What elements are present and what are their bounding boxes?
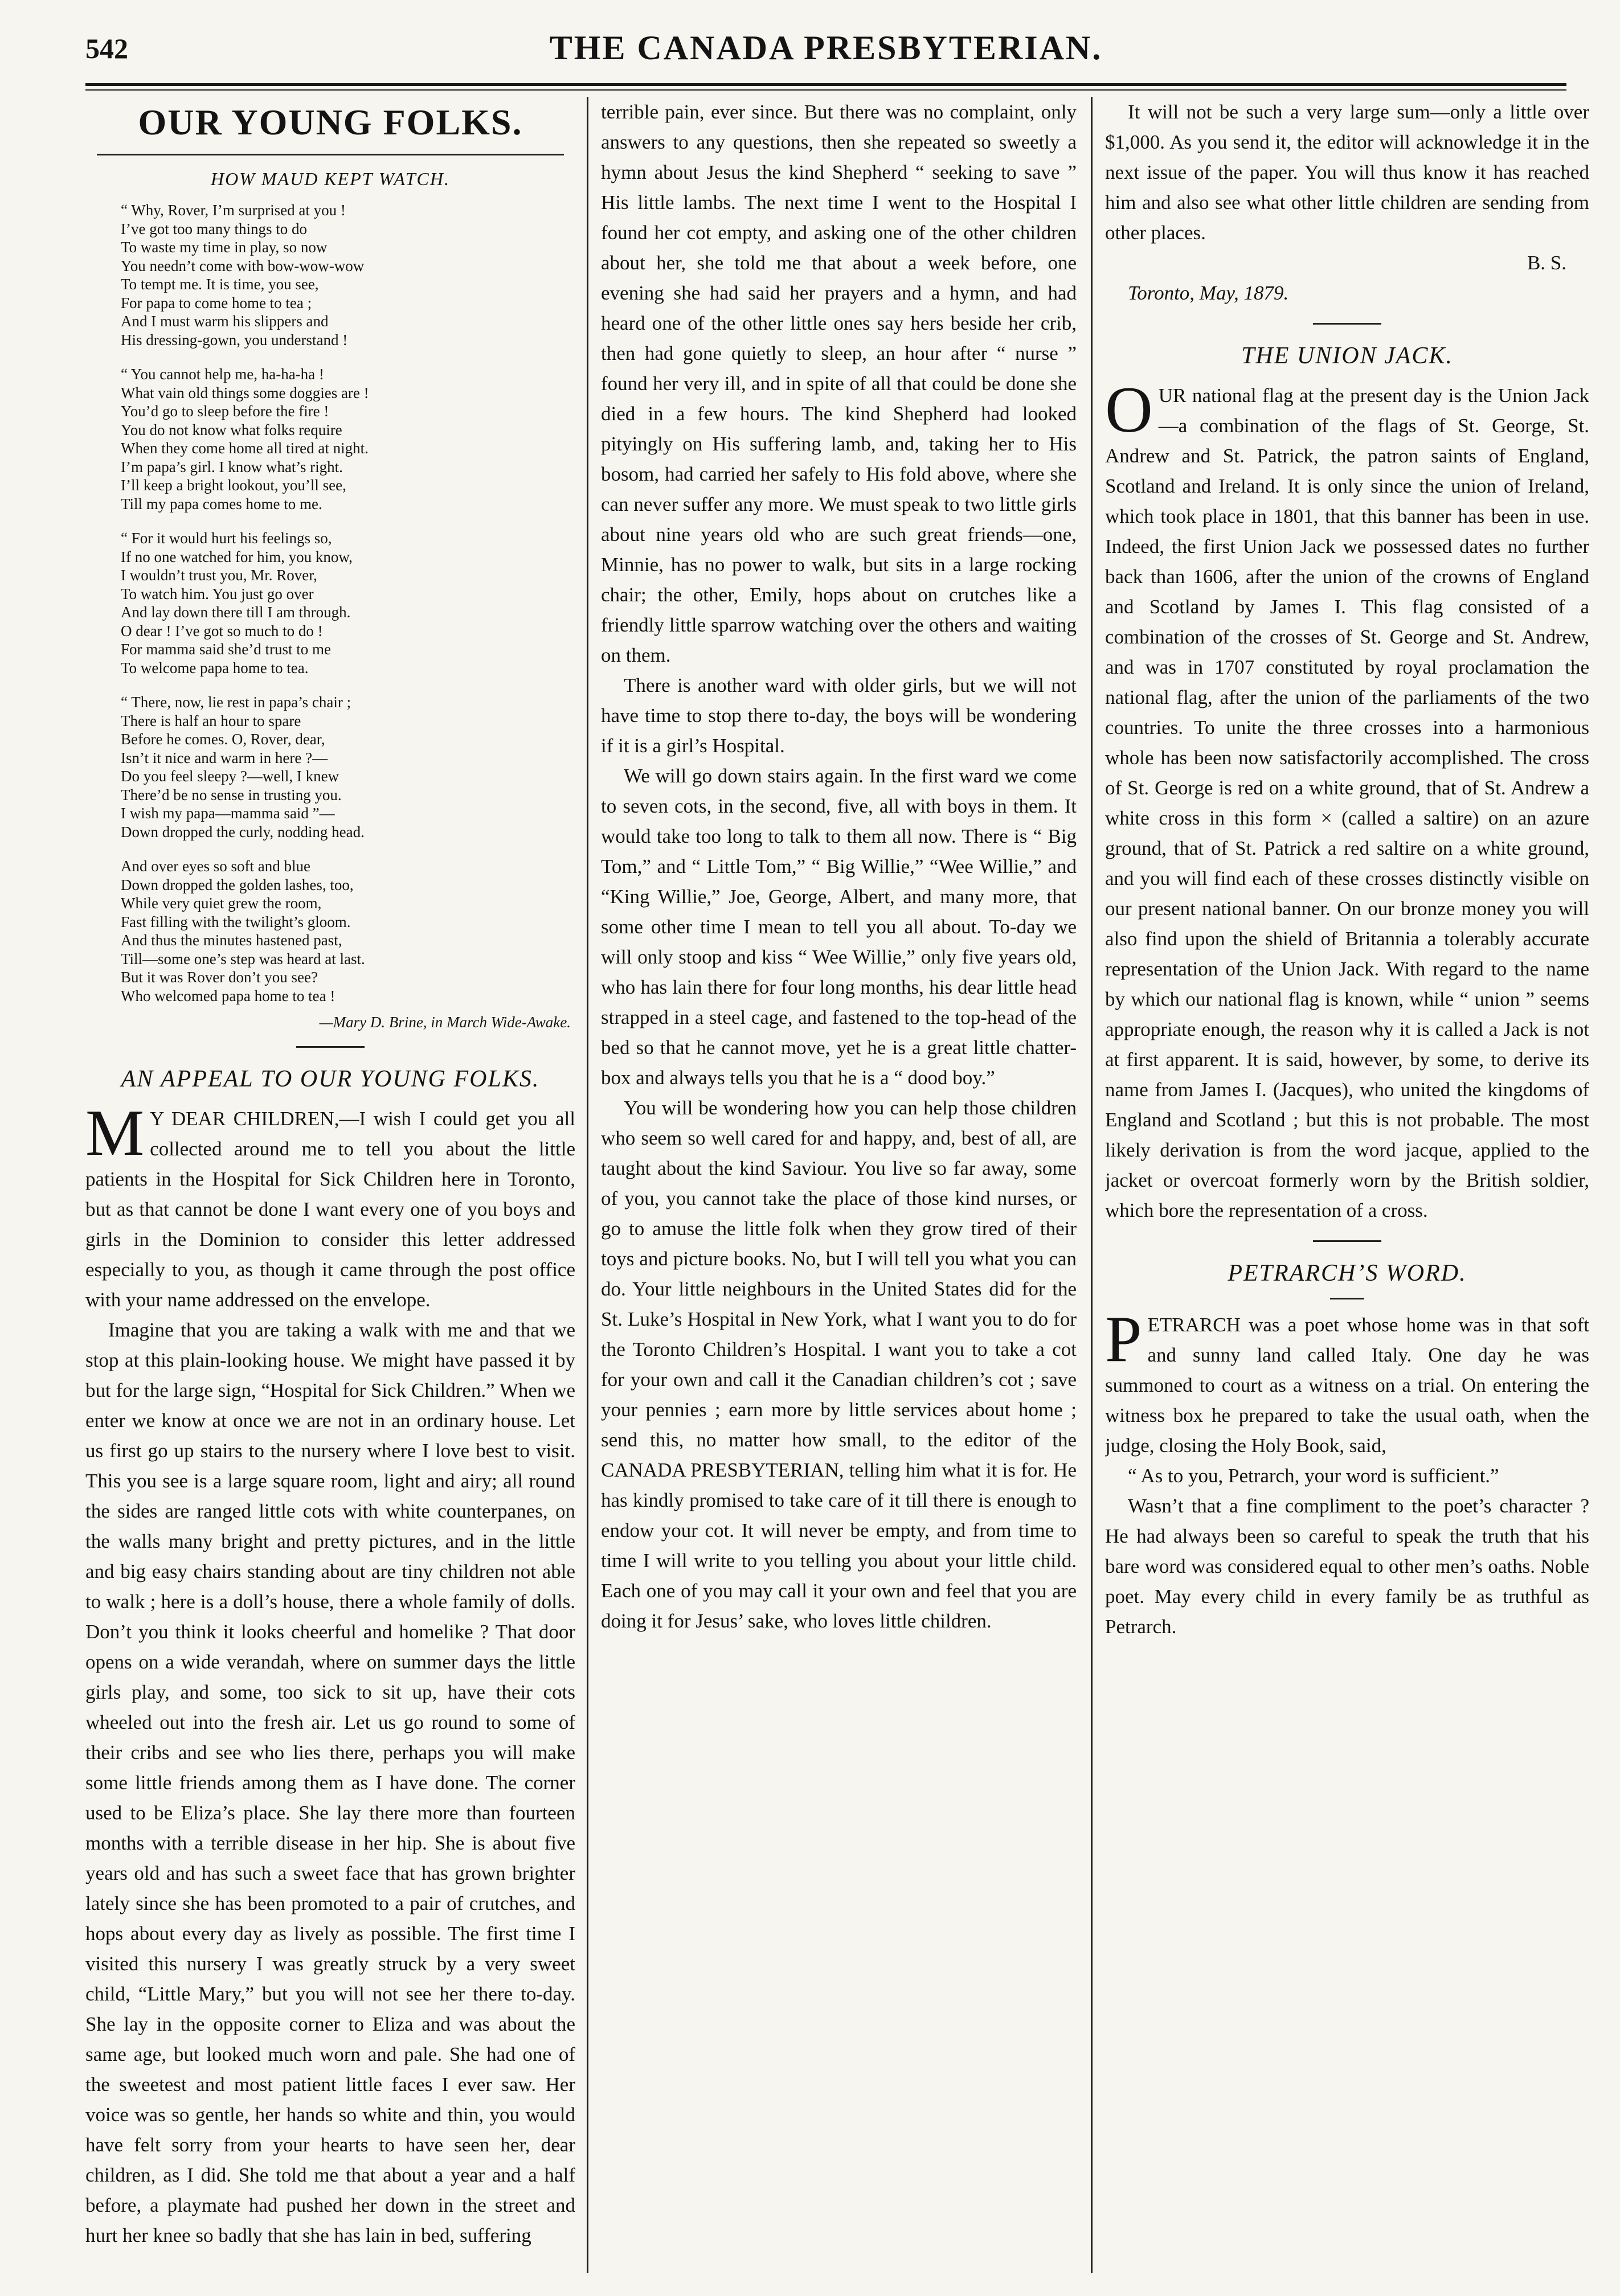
department-title: OUR YOUNG FOLKS. [138,102,523,142]
appeal-paragraph: There is another ward with older girls, but we will not have time to stop there to-day, the boys will be wondering if it is a girl’s Hospital. [601,674,1077,757]
poem-line: There is half an hour to spare [121,712,301,729]
poem-title: HOW MAUD KEPT WATCH. [211,169,450,189]
title-rule [1330,1298,1364,1299]
poem-line: You needn’t come with bow-wow-wow [121,257,365,274]
poem-stanza [121,201,575,349]
signature-line [1105,248,1589,278]
page-header [85,22,1566,90]
poem-line: You do not know what folks require [121,421,342,438]
poem-line: For mamma said she’d trust to me [121,641,331,658]
poem-line: O dear ! I’ve got so much to do ! [121,622,323,639]
section-divider [296,1046,365,1048]
poem-stanza [121,693,575,841]
poem-line: “ For it would hurt his feelings so, [121,530,332,547]
poem-line: I’m papa’s girl. I know what’s right. [121,458,343,475]
poem-line: For papa to come home to tea ; [121,294,312,311]
union-jack-title: THE UNION JACK. [1241,343,1453,369]
appeal-title: AN APPEAL TO OUR YOUNG FOLKS. [121,1066,540,1092]
poem-line: You’d go to sleep before the fire ! [121,403,329,420]
poem-line: Before he comes. O, Rover, dear, [121,731,325,748]
poem-body [85,201,575,1005]
signature: B. S. [1527,252,1566,274]
appeal-paragraph: We will go down stairs again. In the first ward we come to seven cots, in the second, five, all with boys in them. It would take too long to talk to them all now. There is “ Big Tom,” and “ Little Tom,” “ Big Willie,” “Wee Willie,” and “King Willie,” Joe, George, Albert, and many more, that some other time I mean to tell you all about. To-day we will only stoop and kiss “ Wee Willie,” only five years old, who has lain there for four long months, his dear little head strapped in a steel cage, and fastened to the top-head of the bed so that he cannot move, yet he is a great little chatter-box and always tells you that he is a “ dood boy.” [601,765,1077,1089]
column-3 [1105,97,1589,2279]
petrarch-paragraph: “ As to you, Petrarch, your word is sufficient.” [1128,1465,1499,1487]
appeal-paragraph: You will be wondering how you can help those children who seem so well cared for and happy, and, best of all, are taught about the kind Saviour. You live so far away, some of you, you cannot take the place of those kind nurses, or go to amuse the little folk when they grow tired of their toys and picture books. No, but I will tell you what you can do. Your little neighbours in the United States did for the St. Luke’s Hospital in New York, what I want you to do for the Toronto Children’s Hospital. I want you to take a cot for your own and call it the Canadian children’s cot ; save your pennies ; earn more by little services about home ; send this, no matter how small, to the editor of the CANADA PRESBYTERIAN, telling him what it is for. He has kindly promised to take care of it till there is enough to endow your cot. It will never be empty, and from time to time I will write to you telling you about your little child. Each one of you may call it your own and feel that you are doing it for Jesus’ sake, who loves little children. [601,1097,1077,1632]
poem-attribution: —Mary D. Brine, in March Wide-Awake. [319,1014,571,1031]
appeal-paragraph [85,1097,575,1315]
poem-line: And thus the minutes hastened past, [121,932,342,949]
lead-word: ETRARCH [1147,1314,1241,1336]
poem-stanza [121,529,575,677]
column-divider [587,97,588,2273]
department-rule [97,154,564,155]
poem-line: To tempt me. It is time, you see, [121,276,319,293]
section-divider [1313,1240,1381,1242]
appeal-paragraph-continued: terrible pain, ever since. But there was no complaint, only answers to any questions, then she repeated so sweetly a hymn about Jesus the kind Shepherd “ seeking to save ” His little lambs. The next time I went to the Hospital I found her cot empty, and asking one of the other children about her, she told me that about a week before, one evening she had said her prayers and a hymn, and had heard one of the other little ones say hers beside her crib, then had gone quietly to sleep, an hour after “ nurse ” found her very ill, and in spite of all that could be done she died in a few hours. The kind Shepherd had looked pityingly on His suffering lamb, and, taking her to His bosom, had carried her safely to His fold above, where she can never suffer any more. We must speak to two little girls about nine years old who are such great friends—one, Minnie, has no power to walk, but sits in a large rocking chair; the other, Emily, hops about on crutches like a friendly little sparrow watching over the others and waiting on them. [601,101,1077,666]
poem-line: His dressing-gown, you understand ! [121,331,348,348]
poem-line: And over eyes so soft and blue [121,858,310,875]
poem-line: I wouldn’t trust you, Mr. Rover, [121,567,317,584]
poem-line: Down dropped the golden lashes, too, [121,876,354,893]
paragraph-text: was a poet whose home was in that soft and sunny land called Italy. One day he was summoned to court as a witness on a trial. On entering the witness box he prepared to take the usual oath, when the judge, closing the Holy Book, said, [1105,1314,1589,1457]
poem-line: I wish my papa—mamma said ”— [121,805,335,822]
paragraph-text: national flag at the present day is the Union Jack—a combination of the flags of St. George, St. Andrew and St. Patrick, the patron saints of England, Scotland and Ireland. It is only since the union of Ireland, which took place in 1801, that this banner has been in use. Indeed, the first Union Jack we possessed dates no further back than 1606, after the union of the crowns of England and Scotland by James I. This flag consisted of a combination of the crosses of St. George and St. Andrew, and was in 1707 constituted by royal proclamation the national flag, after the union of the parliaments of the two countries. To unite the three crosses into a harmonious whole has been now satisfactorily accomplished. The cross of St. George is red on a white ground, that of St. Andrew a white cross in this form × (called a saltire) on an azure ground, that of St. Patrick a red saltire on a white ground, and you will find each of these crosses distinctly visible on our present national banner. On our bronze money you will also find upon the shield of Britannia a tolerably accurate representation of the Union Jack. With regard to the name by which our national flag is known, while “ union ” seems appropriate enough, the reason why it is called a Jack is not at first apparent. It is said, however, by some, to derive its name from James I. (Jacques), who united the kingdoms of England and Scotland ; but this is not probable. The most likely derivation is from the word jacque, applied to the jacket or overcoat formerly worn by the British soldier, which bore the representation of a cross. [1105,384,1589,1221]
salutation: Y DEAR CHILDREN, [150,1108,339,1130]
union-jack-paragraph [1105,374,1589,1225]
column-divider [1091,97,1093,2273]
poem-line: Till my papa comes home to me. [121,495,322,512]
poem-line: “ Why, Rover, I’m surprised at you ! [121,202,346,219]
poem-line: What vain old things some doggies are ! [121,384,369,401]
poem-line: Isn’t it nice and warm in here ?— [121,749,328,766]
column-2 [601,97,1077,2279]
dateline: Toronto, May, 1879. [1128,282,1289,304]
paragraph-text: —I wish I could get you all collected around me to tell you about the little patients in the Hospital for Sick Children here in Toronto, but as that cannot be done I want every one of you boys and girls in the Dominion to consider this letter addressed especially to you, as though it came through the post office with your name addressed on the envelope. [85,1108,575,1311]
poem-line: I’ll keep a bright lookout, you’ll see, [121,477,346,494]
petrarch-paragraph: Wasn’t that a fine compliment to the poet’s character ? He had always been so careful to speak the truth that his bare word was considered equal to other men’s oaths. Noble poet. May every child in every family be as truthful as Petrarch. [1105,1495,1589,1638]
poem-line: I’ve got too many things to do [121,220,307,237]
poem-line: If no one watched for him, you know, [121,548,353,565]
poem-line: But it was Rover don’t you see? [121,969,318,986]
poem-line: To watch him. You just go over [121,585,314,602]
section-divider [1313,323,1381,325]
poem-stanza [121,857,575,1005]
appeal-paragraph: Imagine that you are taking a walk with me and that we stop at this plain-looking house. We might have passed it by but for the large sign, “Hospital for Sick Children.” When we enter we know at once we are not in an ordinary house. Let us first go up stairs to the nursery where I love best to visit. This you see is a large square room, light and airy; all round the sides are ranged little cots with white counterpanes, on the walls many bright and pretty pictures, and in the little and big easy chairs standing about are tiny children not able to walk ; here is a doll’s house, there a whole family of dolls. Don’t you think it looks cheerful and homelike ? That door opens on a wide verandah, where on summer days the little girls play, and some, too sick to sit up, have their cots wheeled out into the fresh air. Let us go round to some of their cribs and see who lies there, perhaps you will make some little friends among them as I have done. The corner used to be Eliza’s place. She lay there more than fourteen months with a terrible disease in her hip. She is about five years old and has such a sweet face that has grown brighter lately since she has been promoted to a pair of crutches, and hops about every day as lively as possible. The first time I visited this nursery I was greatly struck by a very sweet child, “Little Mary,” but you will not see her there to-day. She lay in the opposite corner to Eliza and was about the same age, but looked much worn and pale. She had one of the sweetest and most patient little faces I ever saw. Her voice was so gentle, her hands so white and thin, you would have felt sorry from your hearts to have seen her, dear children, as I did. She told me that about a year and a half before, a playmate had pushed her down in the street and hurt her knee so badly that she has lain in bed, suffering [85,1319,575,2246]
poem-stanza [121,365,575,513]
lead-word: UR [1158,384,1187,407]
poem-line: When they come home all tired at night. [121,440,369,457]
poem-line: “ You cannot help me, ha-ha-ha ! [121,366,324,383]
poem-line: While very quiet grew the room, [121,895,322,912]
header-rule [85,83,1566,91]
poem-line: And lay down there till I am through. [121,604,351,621]
poem-line: Do you feel sleepy ?—well, I knew [121,768,339,785]
poem-line: Down dropped the curly, nodding head. [121,823,365,840]
appeal-paragraph: It will not be such a very large sum—only a little over $1,000. As you send it, the editor will acknowledge it in the next issue of the paper. You will thus know it has reached him and also see what other little children are sending from other places. [1105,101,1589,244]
poem-line: Till—some one’s step was heard at last. [121,950,365,967]
drop-cap: P [1105,1303,1142,1376]
masthead: THE CANADA PRESBYTERIAN. [549,29,1103,67]
poem-line: To welcome papa home to tea. [121,659,309,676]
drop-cap: O [1105,374,1153,446]
poem-line: Who welcomed papa home to tea ! [121,987,336,1004]
poem-line: “ There, now, lie rest in papa’s chair ; [121,694,351,711]
poem-line: To waste my time in play, so now [121,239,328,256]
petrarch-paragraph [1105,1303,1589,1461]
drop-cap: M [85,1097,145,1170]
poem-line: Fast filling with the twilight’s gloom. [121,913,351,930]
page-number: 542 [85,32,128,64]
poem-line: There’d be no sense in trusting you. [121,786,342,803]
petrarch-title: PETRARCH’S WORD. [1228,1260,1467,1286]
column-1 [85,97,575,2279]
poem-line: And I must warm his slippers and [121,313,329,330]
